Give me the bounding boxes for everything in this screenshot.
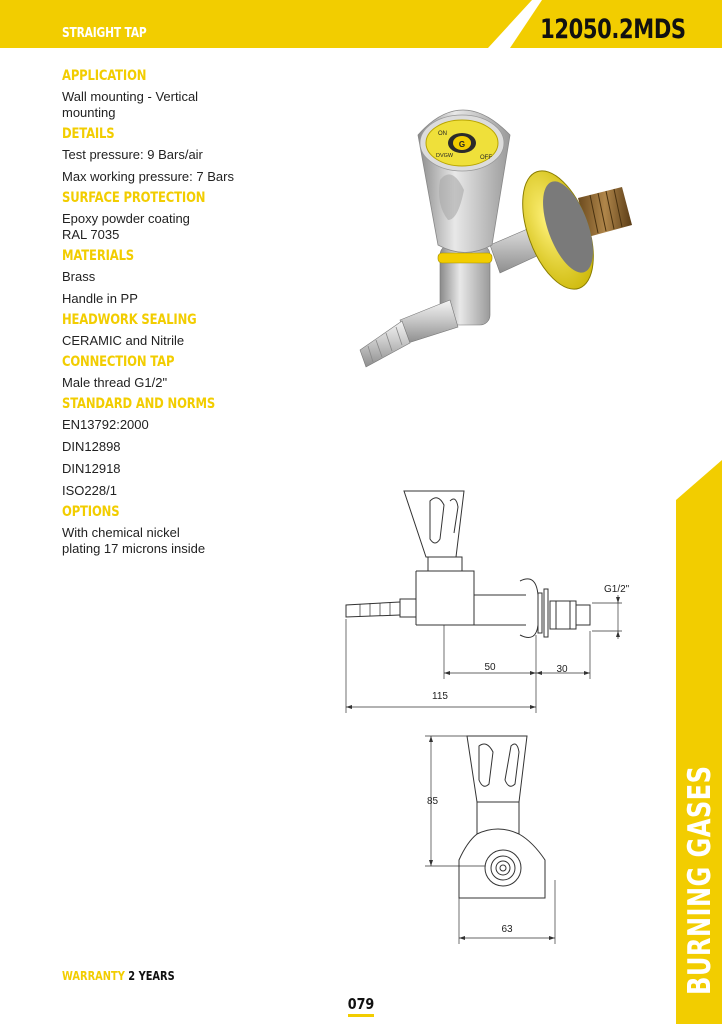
page-number: 079 <box>347 995 375 1013</box>
spec-line: Test pressure: 9 Bars/air <box>62 147 203 162</box>
dimension-30: 30 <box>556 664 568 675</box>
dimension-63: 63 <box>501 924 513 935</box>
section-title-application: APPLICATION <box>62 68 147 84</box>
handle-off-label: OFF <box>480 155 492 161</box>
page-number-underline <box>348 1014 374 1017</box>
category-label: STRAIGHT TAP <box>62 26 147 41</box>
spec-line: EN13792:2000 <box>62 417 149 432</box>
page-header <box>0 0 722 48</box>
spec-line: DIN12898 <box>62 439 121 454</box>
dimension-50: 50 <box>484 662 496 673</box>
handle-gas-label: G <box>458 140 466 149</box>
section-title-headwork-sealing: HEADWORK SEALING <box>62 312 197 328</box>
spec-line: Brass <box>62 269 96 284</box>
spec-line: mounting <box>62 105 116 120</box>
dimension-thread: G1/2" <box>604 584 630 595</box>
front-view-drawing <box>415 730 565 950</box>
handle-on-label: ON <box>438 131 447 137</box>
spec-list <box>62 63 322 557</box>
handle-brand-label: DVGW <box>436 153 454 159</box>
section-title-details: DETAILS <box>62 126 115 142</box>
warranty-note <box>62 969 175 983</box>
spec-line: plating 17 microns inside <box>62 541 206 556</box>
section-title-options: OPTIONS <box>62 504 120 520</box>
spec-line: Epoxy powder coating <box>62 211 190 226</box>
side-view-drawing <box>340 485 640 717</box>
spec-line: Wall mounting - Vertical <box>62 89 199 104</box>
spec-line: RAL 7035 <box>62 227 120 242</box>
product-image <box>340 95 640 385</box>
section-title-surface-protection: SURFACE PROTECTION <box>62 190 206 206</box>
section-title-connection-tap: CONNECTION TAP <box>62 354 175 370</box>
warranty-label: WARRANTY <box>62 969 125 983</box>
section-title-materials: MATERIALS <box>62 248 134 264</box>
side-category-label: BURNING GASES <box>682 765 718 995</box>
spec-line: ISO228/1 <box>62 483 117 498</box>
spec-line: DIN12918 <box>62 461 121 476</box>
section-title-standard-and-norms: STANDARD AND NORMS <box>62 396 216 412</box>
spec-line: Male thread G1/2" <box>62 375 168 390</box>
dimension-85: 85 <box>427 796 439 807</box>
warranty-value: 2 YEARS <box>128 969 175 983</box>
spec-line: With chemical nickel <box>62 525 180 540</box>
spec-line: Max working pressure: 7 Bars <box>62 169 234 184</box>
spec-line: Handle in PP <box>62 291 138 306</box>
spec-line: CERAMIC and Nitrile <box>62 333 185 348</box>
product-code: 12050.2MDS <box>540 14 686 45</box>
dimension-115: 115 <box>432 691 448 702</box>
